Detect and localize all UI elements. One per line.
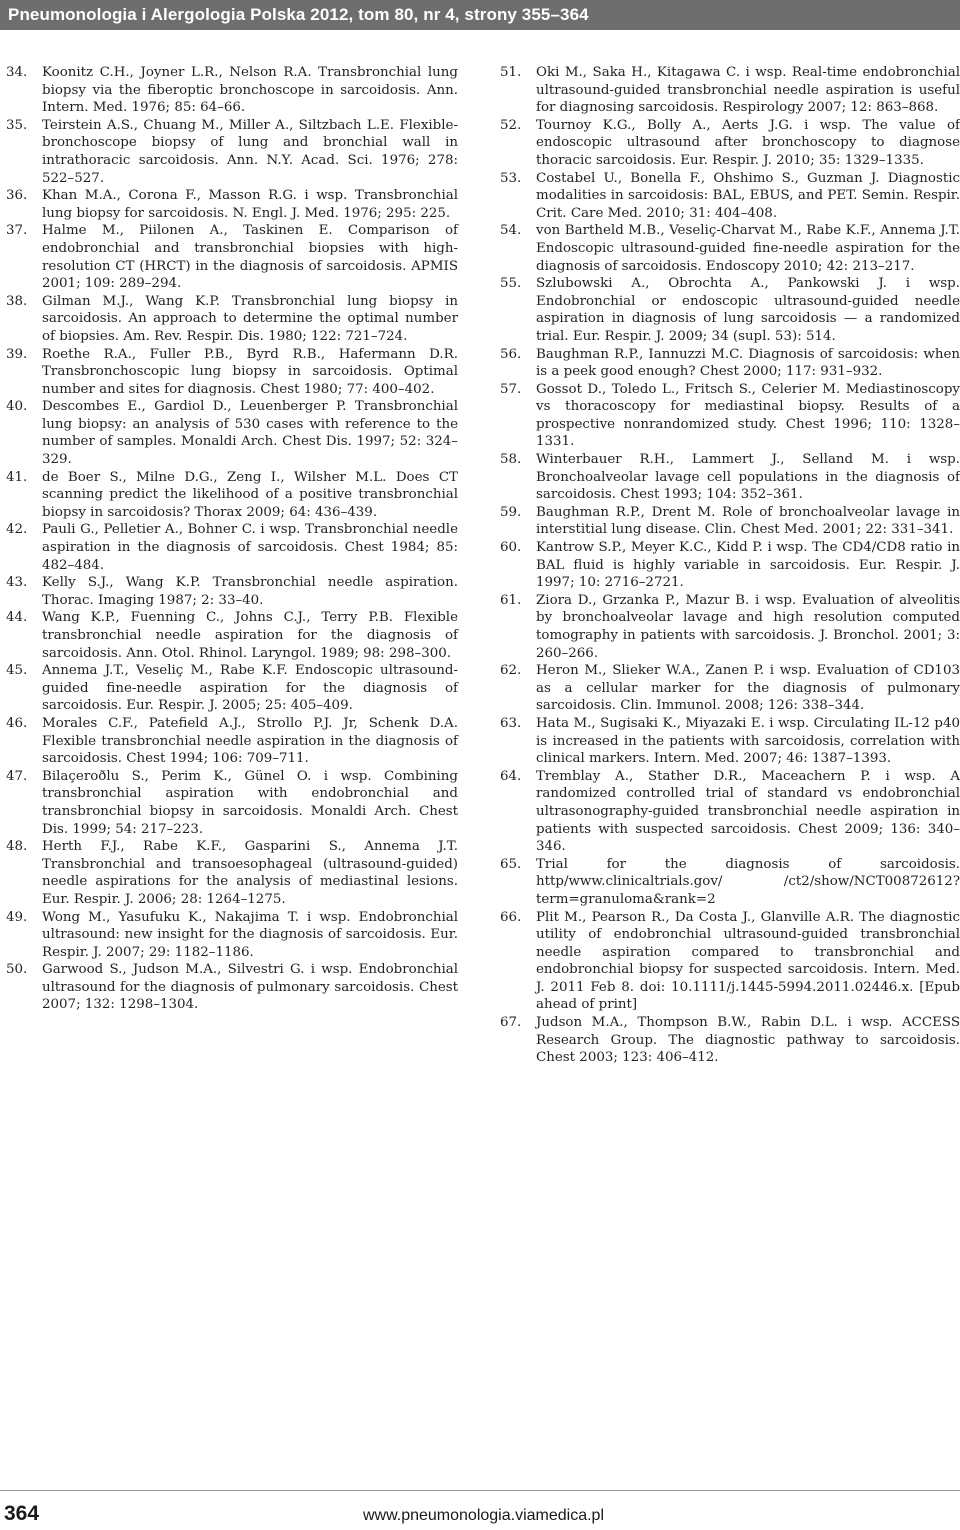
reference-text: Tremblay A., Stather D.R., Maceachern P. i wsp. A randomized controlled trial of standard vs endobronchial ultrasonography-guided transbronchial needle aspiration in patients with suspected sarcoidosis. Chest 2009; 136: 340–346. bbox=[536, 768, 960, 855]
reference-number: 45. bbox=[6, 663, 28, 679]
reference-number: 58. bbox=[500, 452, 522, 468]
reference-item bbox=[500, 856, 960, 909]
reference-number: 67. bbox=[500, 1015, 522, 1031]
reference-number: 51. bbox=[500, 65, 522, 80]
reference-text: de Boer S., Milne D.G., Zeng I., Wilsher M.L. Does CT scanning predict the likelihood of a positive transbronchial biopsy in sarcoidosis? Thorax 2009; 64: 436–439. bbox=[42, 469, 458, 520]
reference-text: Garwood S., Judson M.A., Silvestri G. i wsp. Endobronchial ultrasound for the diagnosis of pulmonary sarcoidosis. Chest 2007; 132: 1298–1304. bbox=[42, 962, 458, 1013]
reference-number: 38. bbox=[6, 293, 28, 309]
reference-item bbox=[500, 222, 960, 275]
reference-item bbox=[6, 469, 458, 522]
reference-number: 37. bbox=[6, 223, 28, 239]
reference-number: 62. bbox=[500, 663, 522, 679]
references-left-column bbox=[6, 64, 458, 1014]
reference-number: 65. bbox=[500, 856, 522, 872]
reference-item bbox=[6, 398, 458, 468]
reference-text: Costabel U., Bonella F., Ohshimo S., Guzman J. Diagnostic modalities in sarcoidosis: BAL, EBUS, and PET. Semin. Respir. Crit. Care Med. 2010; 31: 404–408. bbox=[536, 170, 960, 221]
reference-item bbox=[6, 715, 458, 768]
reference-text: Annema J.T., Veseliç M., Rabe K.F. Endoscopic ultrasound-guided fine-needle aspiration for the diagnosis of sarcoidosis. Eur. Respir. J. 2005; 25: 405–409. bbox=[42, 663, 458, 714]
reference-text: Trial for the diagnosis of sarcoidosis. http/www.clinicaltrials.gov/ /ct2/show/NCT00872612?term=granuloma&rank=2 bbox=[536, 856, 960, 907]
page-number: 364 bbox=[4, 1502, 40, 1525]
reference-item bbox=[500, 170, 960, 223]
reference-number: 46. bbox=[6, 715, 28, 731]
reference-text: Szlubowski A., Obrochta A., Pankowski J. i wsp. Endobronchial or endoscopic ultrasound-guided needle aspiration in diagnosis of lung sarcoidosis — a randomized trial. Eur. Respir. J. 2009; 34 (supl. 53): 514. bbox=[536, 276, 960, 344]
reference-number: 53. bbox=[500, 170, 522, 186]
reference-text: Winterbauer R.H., Lammert J., Selland M. i wsp. Bronchoalveolar lavage cell populations in the diagnosis of sarcoidosis. Chest 1993; 104: 352–361. bbox=[536, 452, 960, 503]
reference-item bbox=[500, 64, 960, 117]
reference-item bbox=[500, 539, 960, 592]
reference-text: Wang K.P., Fuenning C., Johns C.J., Terry P.B. Flexible transbronchial needle aspiration for the diagnosis of sarcoidosis. Ann. Otol. Rhinol. Laryngol. 1989; 98: 298–300. bbox=[42, 610, 458, 661]
reference-text: Kelly S.J., Wang K.P. Transbronchial needle aspiration. Thorac. Imaging 1987; 2: 33–40. bbox=[42, 575, 458, 608]
reference-item bbox=[6, 346, 458, 399]
reference-text: Teirstein A.S., Chuang M., Miller A., Siltzbach L.E. Flexible-bronchoscope biopsy of lung and bronchial wall in intrathoracic sarcoidosis. Ann. N.Y. Acad. Sci. 1976; 278: 522–527. bbox=[42, 117, 458, 186]
reference-text: von Bartheld M.B., Veseliç-Charvat M., Rabe K.F., Annema J.T. Endoscopic ultrasound-guided fine-needle aspiration for the diagnosis of sarcoidosis. Endoscopy 2010; 42: 213–217. bbox=[536, 223, 960, 274]
reference-text: Baughman R.P., Iannuzzi M.C. Diagnosis of sarcoidosis: when is a peek good enough? Chest 2000; 117: 931–932. bbox=[536, 346, 960, 380]
reference-text: Ziora D., Grzanka P., Mazur B. i wsp. Evaluation of alveolitis by bronchoalveolar lavage and high resolution computed tomography in patients with sarcoidosis. J. Bronchol. 2001; 3: 260–266. bbox=[536, 592, 960, 661]
reference-item bbox=[500, 662, 960, 715]
reference-item bbox=[500, 768, 960, 856]
references-right-column bbox=[500, 64, 960, 1067]
reference-number: 52. bbox=[500, 117, 522, 133]
reference-item bbox=[6, 222, 458, 292]
reference-text: Hata M., Sugisaki K., Miyazaki E. i wsp. Circulating IL-12 p40 is increased in the patients with sarcoidosis, correlation with clinical markers. Intern. Med. 2007; 46: 1387–1393. bbox=[536, 715, 960, 767]
reference-item bbox=[6, 768, 458, 838]
reference-number: 61. bbox=[500, 592, 522, 608]
reference-number: 47. bbox=[6, 768, 28, 784]
reference-item bbox=[6, 293, 458, 346]
reference-text: Morales C.F., Patefield A.J., Strollo P.J. Jr, Schenk D.A. Flexible transbronchial needle aspiration in the diagnosis of sarcoidosis. Chest 1994; 106: 709–711. bbox=[42, 715, 458, 767]
reference-item bbox=[500, 504, 960, 539]
reference-item bbox=[500, 381, 960, 451]
reference-item bbox=[500, 346, 960, 381]
footer-divider bbox=[0, 1490, 960, 1491]
reference-text: Oki M., Saka H., Kitagawa C. i wsp. Real-time endobronchial ultrasound-guided transbronchial needle aspiration is useful for diagnosing sarcoidosis. Respirology 2007; 12: 863–868. bbox=[536, 65, 960, 116]
reference-item bbox=[500, 1014, 960, 1067]
reference-item bbox=[500, 275, 960, 345]
reference-number: 56. bbox=[500, 346, 522, 362]
reference-number: 54. bbox=[500, 223, 522, 239]
reference-item bbox=[6, 187, 458, 222]
reference-text: Judson M.A., Thompson B.W., Rabin D.L. i wsp. ACCESS Research Group. The diagnostic pathway to sarcoidosis. Chest 2003; 123: 406–412. bbox=[536, 1015, 960, 1066]
reference-text: Roethe R.A., Fuller P.B., Byrd R.B., Hafermann D.R. Transbronchoscopic lung biopsy in sarcoidosis. Optimal number and sites for diagnosis. Chest 1980; 77: 400–402. bbox=[42, 346, 458, 397]
reference-number: 41. bbox=[6, 469, 28, 485]
reference-number: 35. bbox=[6, 117, 28, 133]
reference-number: 39. bbox=[6, 346, 28, 362]
reference-item bbox=[6, 609, 458, 662]
reference-text: Tournoy K.G., Bolly A., Aerts J.G. i wsp. The value of endoscopic ultrasound after bronchoscopy to diagnose thoracic sarcoidosis. Eur. Respir. J. 2010; 35: 1329–1335. bbox=[536, 117, 960, 168]
reference-number: 36. bbox=[6, 188, 28, 204]
journal-header-bar bbox=[0, 0, 960, 30]
reference-number: 42. bbox=[6, 522, 28, 538]
reference-text: Plit M., Pearson R., Da Costa J., Glanville A.R. The diagnostic utility of endobronchial ultrasound-guided transbronchial needle aspiration compared to transbronchial and endobronchial biopsy for suspected sarcoidosis. Intern. Med. J. 2011 Feb 8. doi: 10.1111/j.1445-5994.2011.02446.x. [Epub ahead of print] bbox=[536, 909, 960, 1013]
reference-item bbox=[6, 574, 458, 609]
reference-text: Koonitz C.H., Joyner L.R., Nelson R.A. Transbronchial lung biopsy via the fiberoptic bronchoscope in sarcoidosis. Ann. Intern. Med. 1976; 85: 64–66. bbox=[42, 65, 458, 116]
reference-item bbox=[6, 662, 458, 715]
reference-number: 59. bbox=[500, 504, 522, 520]
reference-number: 43. bbox=[6, 575, 28, 591]
reference-text: Halme M., Piilonen A., Taskinen E. Comparison of endobronchial and transbronchial biopsies with high-resolution CT (HRCT) in the diagnosis of sarcoidosis. APMIS 2001; 109: 289–294. bbox=[42, 223, 458, 292]
reference-text: Descombes E., Gardiol D., Leuenberger P. Transbronchial lung biopsy: an analysis of 530 cases with reference to the number of samples. Monaldi Arch. Chest Dis. 1997; 52: 324–329. bbox=[42, 399, 458, 468]
reference-text: Khan M.A., Corona F., Masson R.G. i wsp. Transbronchial lung biopsy for sarcoidosis. N. Engl. J. Med. 1976; 295: 225. bbox=[42, 188, 458, 221]
reference-text: Wong M., Yasufuku K., Nakajima T. i wsp. Endobronchial ultrasound: new insight for the diagnosis of sarcoidosis. Eur. Respir. J. 2007; 29: 1182–1186. bbox=[42, 909, 458, 960]
reference-item bbox=[6, 521, 458, 574]
reference-number: 40. bbox=[6, 399, 28, 415]
reference-text: Gilman M.J., Wang K.P. Transbronchial lung biopsy in sarcoidosis. An approach to determine the optimal number of biopsies. Am. Rev. Respir. Dis. 1980; 122: 721–724. bbox=[42, 293, 458, 344]
reference-item bbox=[500, 592, 960, 662]
reference-number: 63. bbox=[500, 715, 522, 731]
reference-text: Herth F.J., Rabe K.F., Gasparini S., Annema J.T. Transbronchial and transoesophageal (ultrasound-guided) needle aspirations for the analysis of mediastinal lesions. Eur. Respir. J. 2006; 28: 1264–1275. bbox=[42, 839, 458, 907]
reference-item bbox=[6, 117, 458, 187]
reference-item bbox=[500, 715, 960, 768]
reference-text: Gossot D., Toledo L., Fritsch S., Celerier M. Mediastinoscopy vs thoracoscopy for mediastinal biopsy. Results of a prospective nonrandomized study. Chest 1996; 110: 1328–1331. bbox=[536, 381, 960, 450]
reference-text: Bilaçeroðlu S., Perim K., Günel O. i wsp. Combining transbronchial aspiration with endobronchial and transbronchial biopsy in sarcoidosis. Monaldi Arch. Chest Dis. 1999; 54: 217–223. bbox=[42, 768, 458, 837]
reference-number: 34. bbox=[6, 65, 28, 80]
reference-item bbox=[6, 64, 458, 117]
reference-number: 60. bbox=[500, 540, 522, 556]
reference-item bbox=[500, 451, 960, 504]
reference-text: Baughman R.P., Drent M. Role of bronchoalveolar lavage in interstitial lung disease. Clin. Chest Med. 2001; 22: 331–341. bbox=[536, 504, 960, 538]
reference-number: 57. bbox=[500, 381, 522, 397]
reference-number: 44. bbox=[6, 610, 28, 626]
reference-text: Kantrow S.P., Meyer K.C., Kidd P. i wsp. The CD4/CD8 ratio in BAL fluid is highly variable in sarcoidosis. Eur. Respir. J. 1997; 10: 2716–2721. bbox=[536, 540, 960, 591]
reference-text: Pauli G., Pelletier A., Bohner C. i wsp. Transbronchial needle aspiration in the diagnosis of sarcoidosis. Chest 1984; 85: 482–484. bbox=[42, 522, 458, 573]
reference-number: 64. bbox=[500, 768, 522, 784]
reference-number: 50. bbox=[6, 962, 28, 978]
journal-header-title: Pneumonologia i Alergologia Polska 2012, tom 80, nr 4, strony 355–364 bbox=[8, 5, 589, 24]
reference-number: 66. bbox=[500, 909, 522, 925]
footer-website-link[interactable]: www.pneumonologia.viamedica.pl bbox=[362, 1507, 604, 1524]
reference-item bbox=[500, 909, 960, 1015]
reference-number: 49. bbox=[6, 909, 28, 925]
reference-item bbox=[6, 838, 458, 908]
reference-item bbox=[6, 909, 458, 962]
reference-number: 48. bbox=[6, 839, 28, 855]
reference-text: Heron M., Slieker W.A., Zanen P. i wsp. Evaluation of CD103 as a cellular marker for the diagnosis of pulmonary sarcoidosis. Clin. Immunol. 2008; 126: 338–344. bbox=[536, 663, 960, 714]
reference-item bbox=[6, 961, 458, 1014]
reference-item bbox=[500, 117, 960, 170]
reference-number: 55. bbox=[500, 276, 522, 292]
